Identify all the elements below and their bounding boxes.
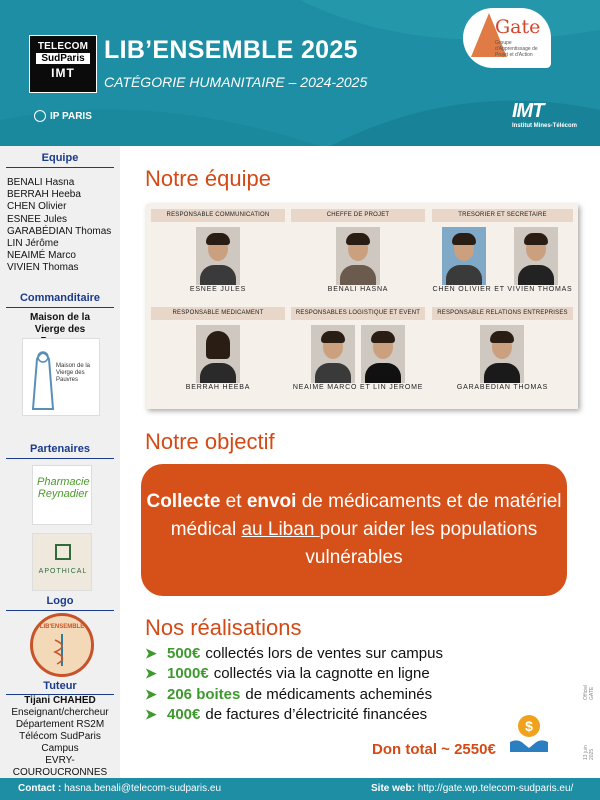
sponsor-heading-divider [6, 307, 114, 308]
achievements-section-title: Nos réalisations [145, 615, 302, 640]
team-card-role: CHEFFE DE PROJET [291, 209, 425, 222]
team-member: VIVIEN Thomas [7, 262, 79, 274]
total-donation: Don total ~ 2550€ [372, 741, 496, 758]
member-photo [514, 227, 558, 285]
objective-text: pour aider les populations vulnérables [305, 519, 538, 568]
achievement-item [145, 705, 443, 726]
tutor-name: Tijani CHAHED [24, 695, 96, 706]
side-note: 13 juin 2025 [583, 745, 595, 760]
team-card [151, 307, 285, 397]
footer-contact [18, 778, 221, 800]
team-card-role: RESPONSABLES LOGISTIQUE ET EVENT [291, 307, 425, 320]
objective-keyword: Collecte [146, 491, 221, 512]
team-card [291, 307, 425, 397]
team-member: ESNEE Jules [7, 213, 68, 225]
team-card [432, 209, 573, 299]
sponsor-name: Maison de la Vierge des [29, 312, 90, 335]
team-card-name: NEAIME MARCO ET LIN JEROME [292, 384, 424, 391]
ip-paris-logo [34, 110, 92, 122]
achievement-value: 206 boites [167, 685, 241, 703]
tutor-line: Télécom SudParis [19, 731, 101, 742]
team-card-name: BERRAH HEEBA [185, 384, 251, 391]
sponsor-logo [22, 338, 100, 416]
apothical-cross-icon [55, 544, 71, 560]
telecom-sudparis-logo [29, 35, 97, 93]
tutor-line: Département RS2M [15, 719, 105, 730]
partners-heading: Partenaires [30, 443, 90, 455]
achievements-list [145, 643, 443, 725]
partners-heading-divider [6, 458, 114, 459]
chevron-right-icon: ➤ [145, 665, 157, 682]
achievement-text: collectés lors de ventes sur campus [205, 644, 443, 662]
imt-logo-mark: IMT [512, 100, 544, 122]
objective-text: et [220, 491, 247, 512]
gate-logo [463, 8, 551, 68]
footer [0, 778, 600, 800]
team-member: NEAIMÉ Marco [7, 250, 76, 262]
team-card-name: CHEN OLIVIER ET VIVIEN THOMAS [432, 286, 573, 293]
ip-paris-icon [34, 110, 46, 122]
member-photo [311, 325, 355, 383]
site-url-link[interactable]: http://gate.wp.telecom-sudparis.eu/ [417, 783, 574, 794]
team-card [432, 307, 573, 397]
achievement-value: 500€ [167, 644, 201, 662]
tutor-heading: Tuteur [43, 680, 77, 692]
sponsor-heading: Commanditaire [19, 292, 101, 304]
achievement-text: de factures d’électricité financées [205, 706, 428, 724]
team-heading-divider [6, 167, 114, 168]
page-subtitle: CATÉGORIE HUMANITAIRE – 2024-2025 [104, 74, 368, 90]
member-photo [196, 325, 240, 383]
team-card-role: RESPONSABLE COMMUNICATION [151, 209, 285, 222]
team-member: BENALI Hasna [7, 177, 75, 188]
header-banner [0, 0, 600, 146]
tutor-line: EVRY-COUROUCRONNES [12, 755, 108, 778]
achievement-text: collectés via la cagnotte en ligne [213, 665, 430, 683]
partner-pharmacie-text: Pharmacie Reynadier [37, 476, 90, 500]
achievement-value: 400€ [167, 706, 201, 724]
contact-label: Contact : [18, 783, 62, 794]
objective-keyword: envoi [246, 491, 297, 512]
objective-text: de médicaments et de matériel médical [170, 491, 562, 540]
team-card-name: ESNEE JULES [189, 286, 247, 293]
tutor-line: Enseignant/chercheur [11, 707, 109, 718]
partner-apothical-logo [32, 533, 92, 591]
member-photo [196, 227, 240, 285]
chevron-right-icon: ➤ [145, 706, 157, 723]
imt-logo-text: Institut Mines-Télécom [512, 123, 578, 129]
achievement-value: 1000€ [167, 665, 209, 683]
team-member: LIN Jérôme [7, 238, 59, 250]
achievement-item [145, 664, 443, 685]
team-card-name: GARABEDIAN THOMAS [456, 384, 549, 391]
contact-email-link[interactable]: hasna.benali@telecom-sudparis.eu [64, 783, 222, 794]
tsp-logo-line2: SudParis [36, 53, 90, 64]
achievement-item [145, 643, 443, 664]
ip-paris-label: IP PARIS [50, 110, 92, 122]
gate-logo-tagline: Groupe d'Apprentissage de Projet et d'Action [495, 40, 538, 58]
team-member-list [7, 177, 111, 275]
chevron-right-icon: ➤ [145, 644, 157, 661]
imt-logo [512, 100, 577, 129]
sponsor-logo-text: Maison de la Vierge des Pauvres [56, 363, 91, 383]
team-section-title: Notre équipe [145, 166, 271, 191]
team-member: BERRAH Heeba [7, 189, 81, 201]
chevron-right-icon: ➤ [145, 685, 157, 702]
team-card-role: RESPONSABLE RELATIONS ENTREPRISES [432, 307, 573, 320]
team-card-name: BENALI HASNA [327, 286, 389, 293]
site-label: Site web: [371, 783, 415, 794]
page-title: LIB’ENSEMBLE 2025 [104, 36, 358, 64]
achievement-item [145, 684, 443, 705]
logo-heading: Logo [46, 595, 74, 607]
svg-text:$: $ [525, 718, 533, 734]
gate-logo-word: Gate [495, 16, 541, 38]
team-card-role: RESPONSABLE MEDICAMENT [151, 307, 285, 320]
member-photo [361, 325, 405, 383]
partner-pharmacie-logo [32, 465, 92, 525]
achievement-text: de médicaments acheminés [245, 685, 433, 703]
team-member: CHEN Olivier [7, 201, 67, 213]
team-member: GARABÉDIAN Thomas [7, 225, 112, 237]
side-note: Officiel GATE [583, 684, 595, 700]
team-card [151, 209, 285, 299]
footer-site [371, 778, 573, 800]
team-heading: Equipe [41, 152, 79, 164]
objective-destination: au Liban [241, 519, 320, 540]
caduceus-icon [33, 616, 91, 674]
objective-box [141, 464, 567, 596]
tsp-logo-line3: IMT [51, 66, 75, 80]
member-photo [336, 227, 380, 285]
libensemble-logo [30, 613, 94, 677]
objective-section-title: Notre objectif [145, 429, 275, 454]
tsp-logo-line1: TELECOM [37, 41, 89, 52]
team-card-role: TRESORIER ET SECRETAIRE [432, 209, 573, 222]
team-card [291, 209, 425, 299]
logo-heading-divider [6, 610, 114, 611]
member-photo [480, 325, 524, 383]
tutor-line: Campus [41, 743, 79, 754]
apothical-logo-text: APOTHICAL [38, 568, 88, 575]
money-hands-icon [508, 712, 550, 754]
member-photo [442, 227, 486, 285]
libensemble-logo-text: LIB'ENSEMBLE [39, 624, 85, 630]
team-panel [146, 204, 578, 409]
